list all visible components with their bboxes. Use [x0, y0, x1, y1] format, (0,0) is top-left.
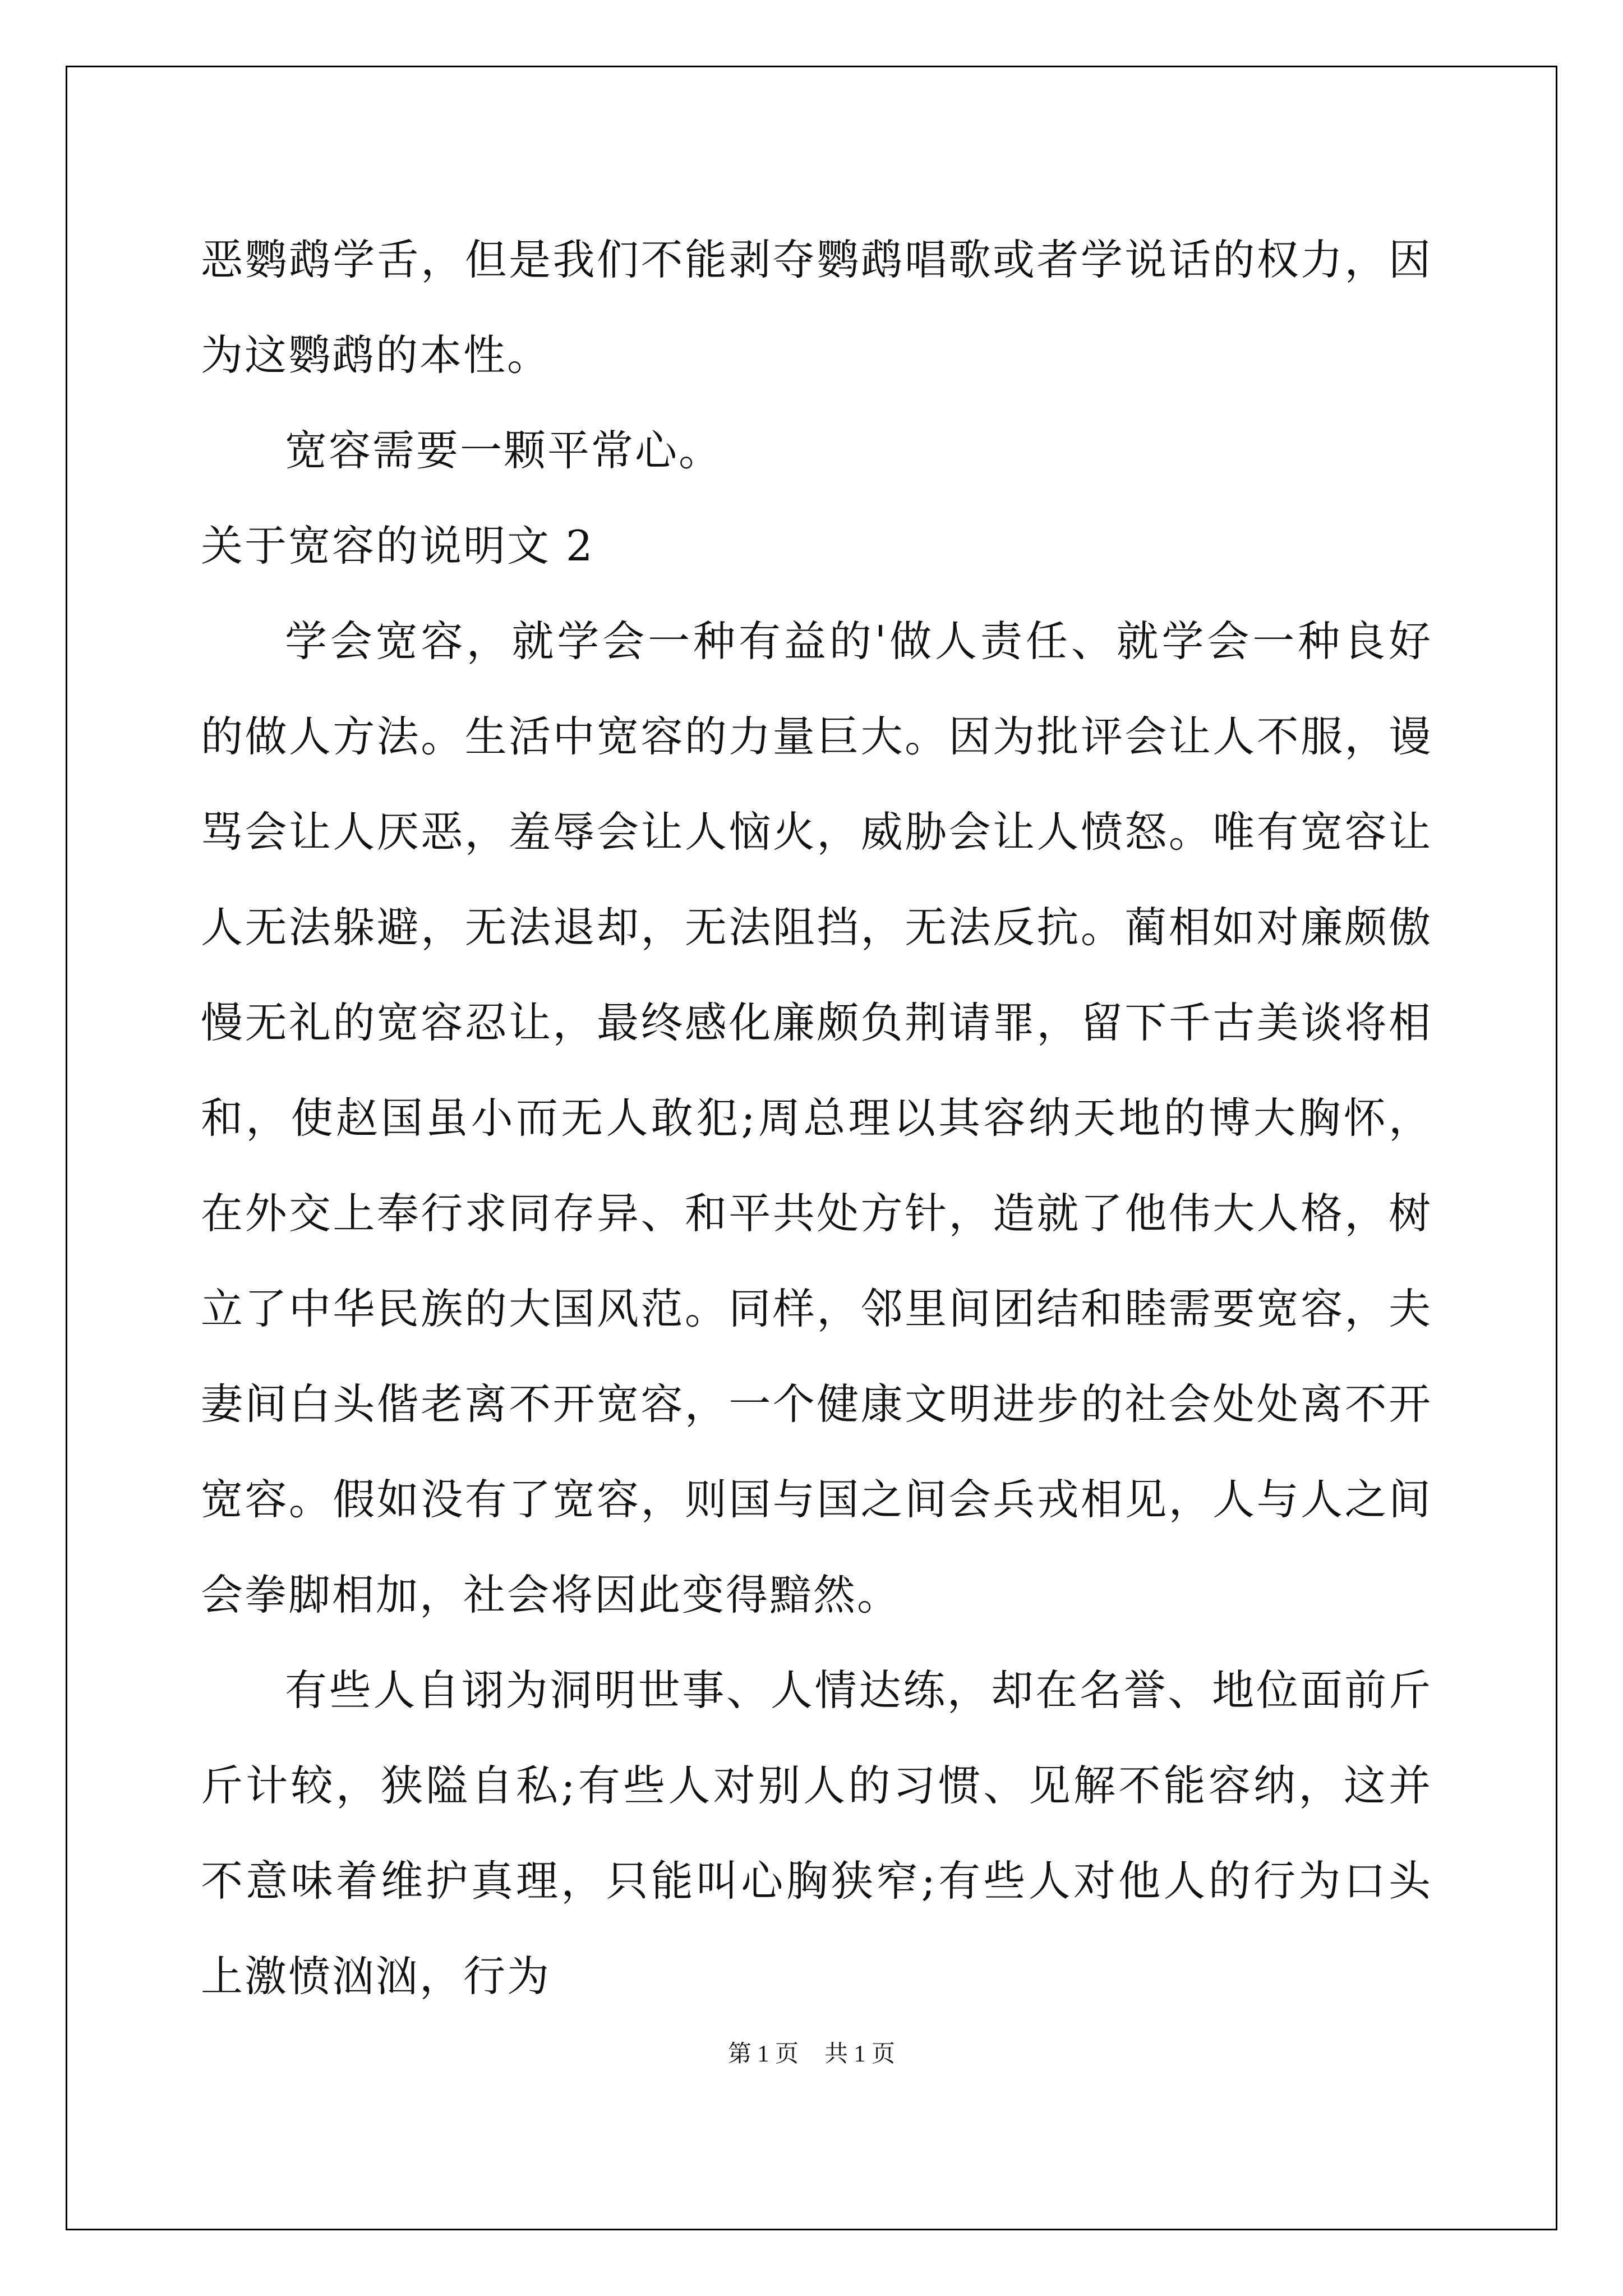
document-body: [201, 212, 1432, 2024]
page-total: 共 1 页: [824, 2041, 896, 2067]
paragraph-continuation: 恶鹦鹉学舌，但是我们不能剥夺鹦鹉唱歌或者学说话的权力，因为这鹦鹉的本性。: [201, 235, 1432, 380]
page-footer: [0, 2037, 1623, 2071]
section-heading: 关于宽容的说明文 2: [201, 521, 594, 570]
paragraph-tolerance-mind: 宽容需要一颗平常心。: [285, 426, 723, 475]
page-number: 第 1 页: [727, 2041, 799, 2067]
paragraph-learn-tolerance: 学会宽容，就学会一种有益的'做人责任、就学会一种良好的做人方法。生活中宽容的力量巨大。因为批评会让人不服，谩骂会让人厌恶，羞辱会让人恼火，威胁会让人愤怒。唯有宽容让人无法躲避，无法退却，无法阻挡，无法反抗。蔺相如对廉颇傲慢无礼的宽容忍让，最终感化廉颇负荆请罪，留下千古美谈将相和，使赵国虽小而无人敢犯;周总理以其容纳天地的博大胸怀，在外交上奉行求同存异、和平共处方针，造就了他伟大人格，树立了中华民族的大国风范。同样，邻里间团结和睦需要宽容，夫妻间白头偕老离不开宽容，一个健康文明进步的社会处处离不开宽容。假如没有了宽容，则国与国之间会兵戎相见，人与人之间会拳脚相加，社会将因此变得黯然。: [201, 616, 1432, 1619]
paragraph-some-people: 有些人自诩为洞明世事、人情达练，却在名誉、地位面前斤斤计较，狭隘自私;有些人对别人的习惯、见解不能容纳，这并不意味着维护真理，只能叫心胸狭窄;有些人对他人的行为口头上激愤汹汹，行为: [201, 1665, 1432, 2001]
